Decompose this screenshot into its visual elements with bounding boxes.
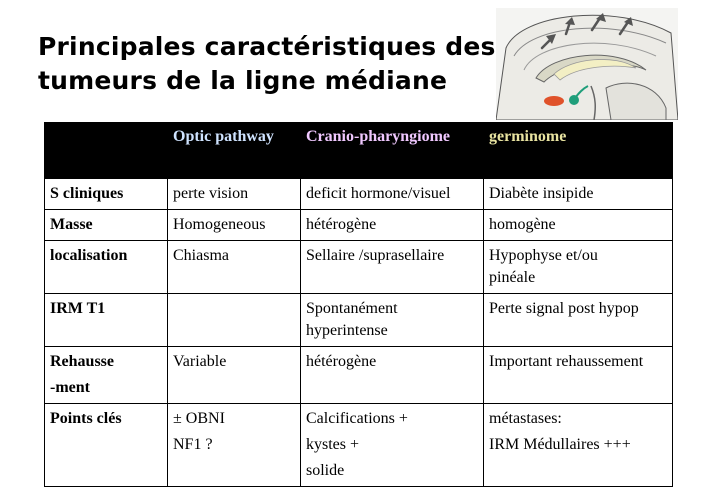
table-cell (484, 210, 673, 241)
slide-title (38, 30, 496, 98)
cell-text: deficit hormone/visuel (306, 185, 451, 202)
cell-text: Chiasma (173, 247, 229, 264)
column-header-germinome: germinome (484, 123, 673, 179)
table-cell (301, 294, 484, 347)
slide-title-line-2: tumeurs de la ligne médiane (38, 66, 448, 95)
table-row (45, 347, 673, 404)
table-header-row (45, 123, 673, 179)
table-row (45, 404, 673, 487)
cell-text: perte vision (173, 185, 249, 202)
cell-text: hyperintense (306, 322, 388, 339)
table-cell (301, 179, 484, 210)
table-cell (484, 179, 673, 210)
slide-title-line-1: Principales caractéristiques des (38, 32, 496, 61)
table-cell (168, 294, 301, 347)
table-row (45, 241, 673, 294)
cell-text: solide (306, 462, 345, 479)
cell-text: Spontanément (306, 300, 398, 317)
table-cell (484, 241, 673, 294)
column-header-optic-pathway: Optic pathway (168, 123, 301, 179)
cell-text: homogène (489, 216, 556, 233)
table-cell (301, 347, 484, 404)
row-header (45, 294, 168, 347)
row-header-text: IRM T1 (50, 300, 106, 317)
column-header-craniopharyngiome: Cranio-pharyngiome (301, 123, 484, 179)
row-header-text: Rehausse (50, 353, 115, 370)
row-header (45, 210, 168, 241)
table-cell (168, 179, 301, 210)
cell-text: Perte signal post hypop (489, 300, 639, 317)
brain-midline-sagittal-icon (496, 8, 678, 120)
cell-text: ± OBNI (173, 410, 225, 427)
cell-text: hétérogène (306, 353, 377, 370)
cell-text: pinéale (489, 269, 536, 286)
row-header (45, 179, 168, 210)
table-cell (484, 347, 673, 404)
cell-text: Diabète insipide (489, 185, 594, 202)
row-header-text: S cliniques (50, 185, 124, 202)
cell-text: Variable (173, 353, 227, 370)
cell-text: Sellaire /suprasellaire (306, 247, 445, 264)
row-header (45, 404, 168, 487)
table-cell (168, 347, 301, 404)
row-header-text: localisation (50, 247, 128, 264)
table-cell (484, 294, 673, 347)
cell-text: NF1 ? (173, 436, 213, 453)
table-cell (301, 241, 484, 294)
table-row (45, 294, 673, 347)
row-header (45, 347, 168, 404)
column-header-empty (45, 123, 168, 179)
table-cell (301, 404, 484, 487)
cell-text: kystes + (306, 436, 360, 453)
table-cell (301, 210, 484, 241)
cell-text: métastases: (489, 410, 562, 427)
table-row (45, 210, 673, 241)
row-header-text: Masse (50, 216, 93, 233)
table-row (45, 179, 673, 210)
tumor-comparison-table (44, 122, 673, 487)
cell-text: hétérogène (306, 216, 377, 233)
row-header-text: Points clés (50, 410, 122, 427)
table-cell (484, 404, 673, 487)
cell-text: Important rehaussement (489, 353, 644, 370)
table-cell (168, 404, 301, 487)
table-cell (168, 241, 301, 294)
row-header (45, 241, 168, 294)
table-cell (168, 210, 301, 241)
cell-text: Hypophyse et/ou (489, 247, 598, 264)
cell-text: IRM Médullaires +++ (489, 436, 631, 453)
cell-text: Homogeneous (173, 216, 266, 233)
row-header-text: -ment (50, 379, 90, 396)
cell-text: Calcifications + (306, 410, 408, 427)
